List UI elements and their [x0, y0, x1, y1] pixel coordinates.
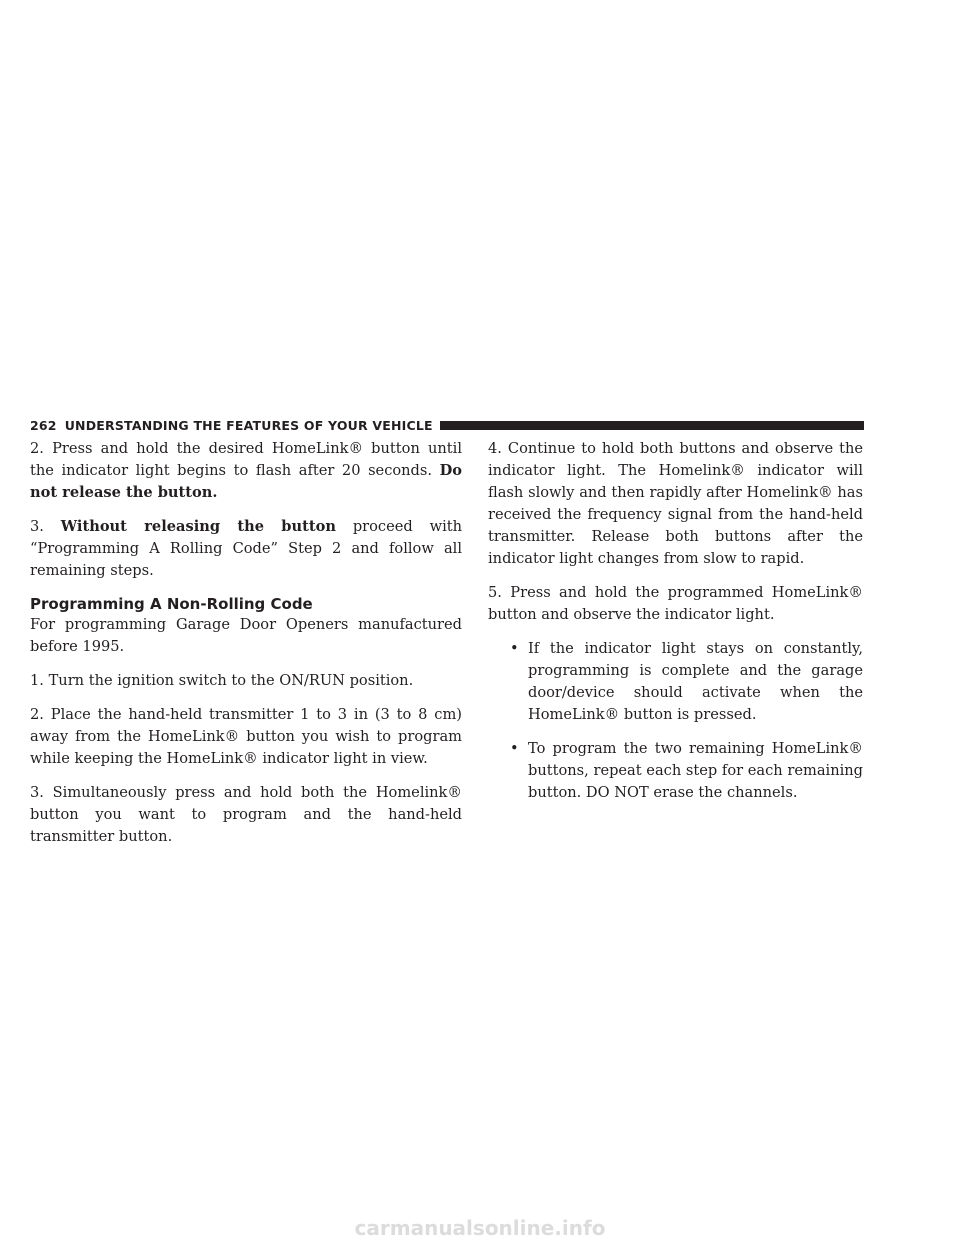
page-header — [30, 416, 864, 434]
step-3-text: proceed with “Programming A Rolling Code” Step 2 and follow all remaining steps. — [30, 518, 462, 579]
header-rule — [440, 421, 864, 430]
list-item — [510, 738, 863, 804]
step-3-number: 3. — [30, 518, 61, 535]
non-rolling-step-3: 3. Simultaneously press and hold both the Homelink® button you want to program and the hand-held transmitter button. — [30, 784, 462, 845]
intro-paragraph: For programming Garage Door Openers manufactured before 1995. — [30, 616, 462, 655]
right-column — [488, 438, 863, 816]
page-number: 262 — [30, 417, 57, 433]
step-2-warning: Do not release the button. — [30, 462, 462, 501]
left-column — [30, 438, 462, 860]
bullet-list — [488, 638, 863, 804]
step-3-paragraph — [30, 516, 462, 582]
running-title: UNDERSTANDING THE FEATURES OF YOUR VEHICLE — [64, 417, 433, 433]
step-3-bold: Without releasing the button — [60, 518, 336, 535]
non-rolling-step-5: 5. Press and hold the programmed HomeLink® button and observe the indicator light. — [488, 584, 863, 623]
watermark: carmanualsonline.info — [354, 1216, 606, 1240]
step-2-text: 2. Press and hold the desired HomeLink® button until the indicator light begins to flash after 20 seconds. — [30, 440, 462, 479]
bullet-text: To program the two remaining HomeLink® buttons, repeat each step for each remaining button. DO NOT erase the channels. — [528, 740, 863, 801]
non-rolling-step-4: 4. Continue to hold both buttons and observe the indicator light. The Homelink® indicator will flash slowly and then rapidly after Homelink® has received the frequency signal from the hand-held transmitter. Release both buttons after the indicator light changes from slow to rapid. — [488, 440, 863, 567]
step-2-paragraph — [30, 438, 462, 504]
list-item — [510, 638, 863, 726]
bullet-icon: • — [510, 740, 519, 757]
non-rolling-step-1: 1. Turn the ignition switch to the ON/RUN position. — [30, 672, 414, 689]
bullet-icon: • — [510, 640, 519, 657]
bullet-text: If the indicator light stays on constantly, programming is complete and the garage door/device should activate when the HomeLink® button is pressed. — [528, 640, 863, 723]
non-rolling-step-2: 2. Place the hand-held transmitter 1 to 3 in (3 to 8 cm) away from the HomeLink® button you wish to program while keeping the HomeLink® indicator light in view. — [30, 706, 462, 767]
section-heading: Programming A Non-Rolling Code — [30, 595, 313, 613]
